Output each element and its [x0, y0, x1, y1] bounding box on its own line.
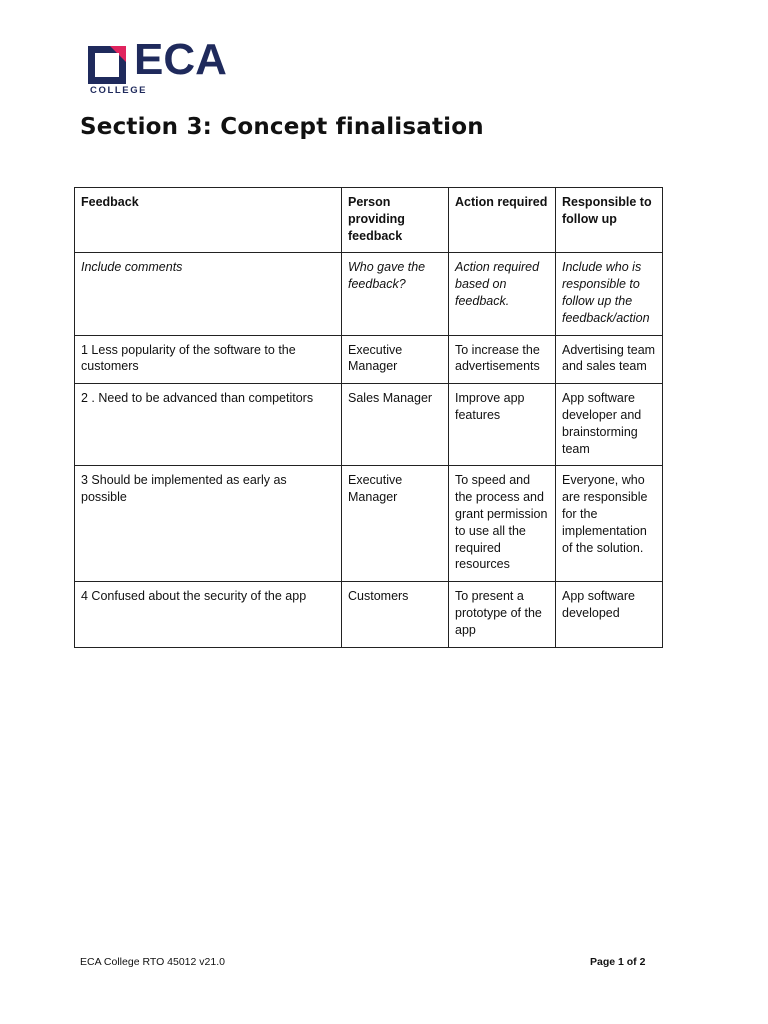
- feedback-cell: 2 . Need to be advanced than competitors: [75, 384, 342, 466]
- logo-subline: COLLEGE: [90, 85, 148, 96]
- logo-wordmark: ECA: [134, 35, 227, 84]
- action-cell: To present a prototype of the app: [449, 582, 556, 647]
- footer-page-number: Page 1 of 2: [590, 956, 646, 968]
- table-row: [75, 384, 663, 466]
- guide-cell: Action required based on feedback.: [449, 253, 556, 335]
- guide-cell: Include comments: [75, 253, 342, 335]
- header-action: Action required: [449, 188, 556, 253]
- table-guide-row: [75, 253, 663, 335]
- action-cell: Improve app features: [449, 384, 556, 466]
- responsible-cell: Everyone, who are responsible for the implementation of the solution.: [556, 466, 663, 582]
- person-cell: Sales Manager: [342, 384, 449, 466]
- eca-college-logo: [88, 35, 248, 100]
- responsible-cell: App software developer and brainstorming team: [556, 384, 663, 466]
- feedback-cell: 3 Should be implemented as early as possible: [75, 466, 342, 582]
- guide-cell: Who gave the feedback?: [342, 253, 449, 335]
- person-cell: Customers: [342, 582, 449, 647]
- footer-rto-version: ECA College RTO 45012 v21.0: [80, 956, 225, 968]
- person-cell: Executive Manager: [342, 335, 449, 384]
- feedback-cell: 1 Less popularity of the software to the customers: [75, 335, 342, 384]
- header-feedback: Feedback: [75, 188, 342, 253]
- header-responsible: Responsible to follow up: [556, 188, 663, 253]
- responsible-cell: App software developed: [556, 582, 663, 647]
- feedback-cell: 4 Confused about the security of the app: [75, 582, 342, 647]
- table-row: [75, 335, 663, 384]
- table-row: [75, 466, 663, 582]
- guide-cell: Include who is responsible to follow up the feedback/action: [556, 253, 663, 335]
- header-person: Person providing feedback: [342, 188, 449, 253]
- table-row: [75, 582, 663, 647]
- responsible-cell: Advertising team and sales team: [556, 335, 663, 384]
- feedback-table: [74, 187, 663, 648]
- eca-logo-mark-icon: [88, 46, 126, 84]
- person-cell: Executive Manager: [342, 466, 449, 582]
- table-header-row: [75, 188, 663, 253]
- action-cell: To speed and the process and grant permission to use all the required resources: [449, 466, 556, 582]
- action-cell: To increase the advertisements: [449, 335, 556, 384]
- section-heading: Section 3: Concept finalisation: [80, 114, 484, 140]
